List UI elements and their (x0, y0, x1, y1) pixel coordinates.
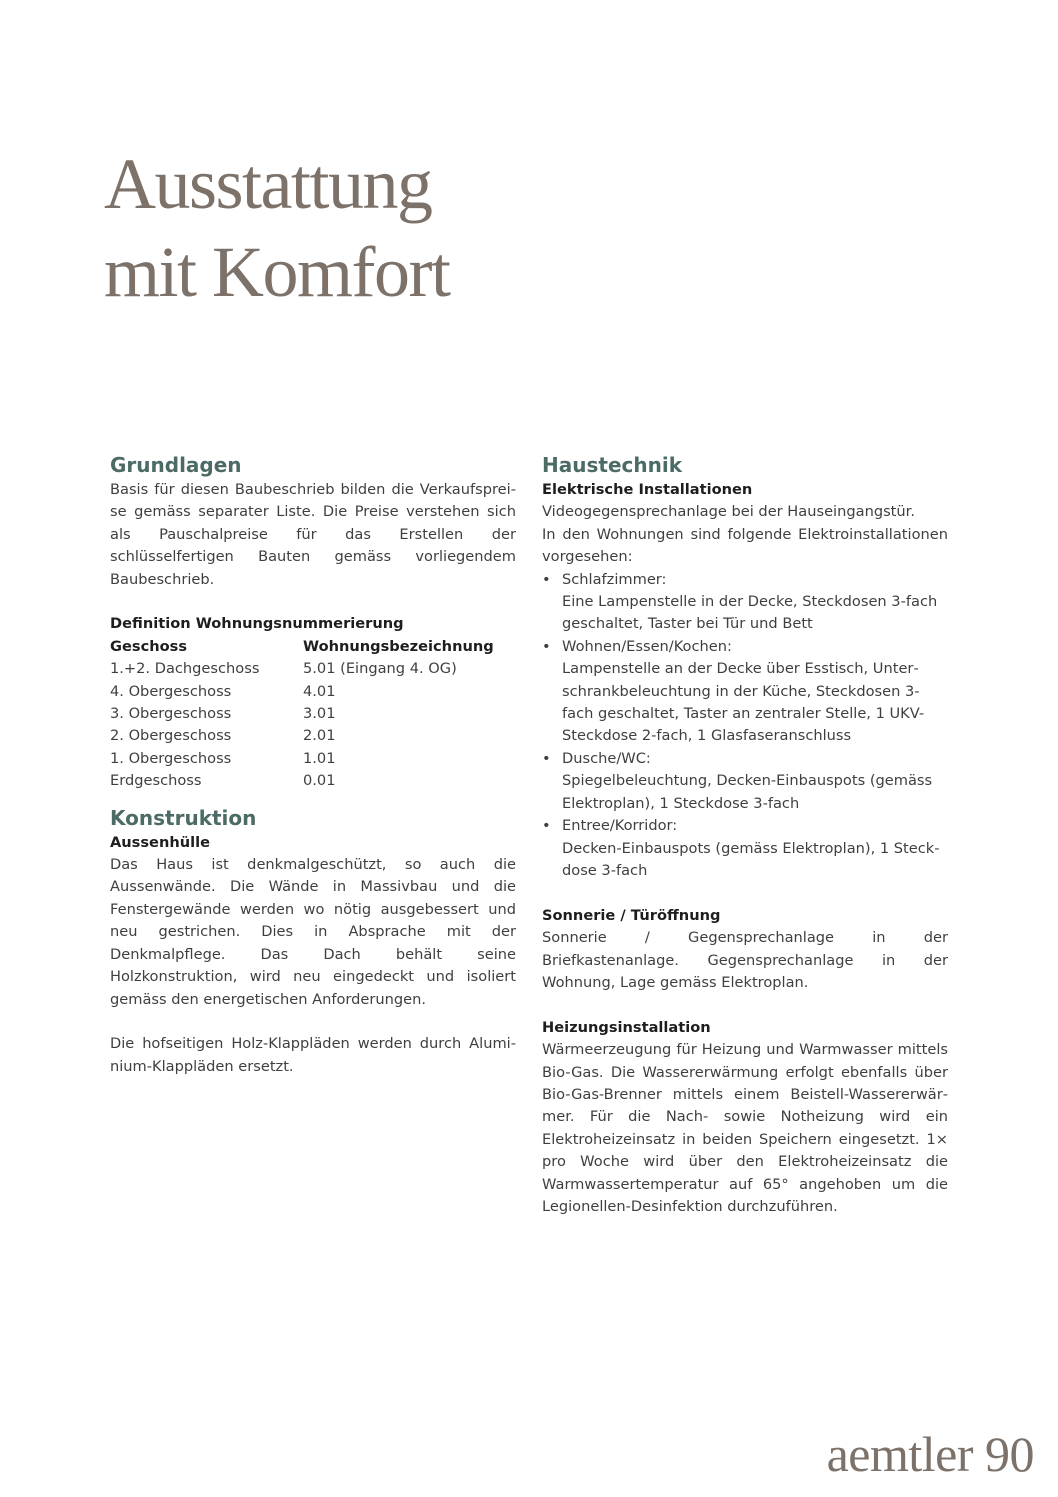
list-item-label: Entree/Korridor: (562, 817, 678, 835)
apartment-number-cell: 1.01 (303, 749, 336, 767)
list-item (542, 569, 948, 636)
elektro-line-1: Videogegensprechanlage bei der Hauseingangstür. (542, 503, 915, 521)
elektro-subheading: Elektrische Installationen (542, 481, 753, 498)
sonnerie-subheading: Sonnerie / Türöffnung (542, 906, 721, 924)
right-column (542, 452, 948, 1218)
elektro-list (542, 569, 948, 883)
page-title-line-1: Ausstattung (104, 144, 432, 224)
list-item-text: Lampenstelle an der Decke über Esstisch, Unterschrankbeleuchtung in der Küche, Steckdosen 3-fach geschaltet, Taster an zentraler Stelle, 1 UKV-Steckdose 2-fach, 1 Glasfaseranschluss (562, 660, 925, 745)
table-row (110, 770, 494, 792)
table-row (110, 725, 494, 747)
list-item-label: Schlafzimmer: (562, 570, 667, 588)
konstruktion-heading: Konstruktion (110, 805, 257, 830)
apartment-number-cell: 2.01 (303, 727, 336, 745)
list-item-label: Wohnen/Essen/Kochen: (562, 637, 732, 655)
konstruktion-paragraph-1: Das Haus ist denkmalgeschützt, so auch die Aussenwände. Die Wände in Massivbau und die Fenstergewände werden wo nötig ausgebessert und neu gestrichen. Dies in Absprache mit der Denkmalpflege. Das Dach behält seine Holzkonstruktion, wird neu eingedeckt und isoliert gemäss den energetischen Anforderungen. (110, 856, 516, 1008)
table-row (110, 748, 494, 770)
list-item-text: Decken-Einbauspots (gemäss Elektroplan), 1 Steckdose 3-fach (562, 839, 940, 879)
floor-cell: 1. Obergeschoss (110, 749, 232, 767)
column-header-geschoss: Geschoss (110, 637, 188, 655)
konstruktion-paragraph-2: Die hofseitigen Holz-Klappläden werden durch Aluminium-Klappläden ersetzt. (110, 1035, 516, 1075)
apartment-number-cell: 4.01 (303, 682, 336, 700)
column-header-wohnungsbezeichnung: Wohnungsbezeichnung (303, 637, 494, 655)
definition-heading: Definition Wohnungsnummerierung (110, 615, 404, 633)
apartment-numbering-table (110, 636, 494, 793)
left-column (110, 452, 516, 1078)
table-header-row (110, 636, 494, 658)
bullet-icon: • (542, 637, 551, 655)
aussenhuelle-subheading: Aussenhülle (110, 833, 211, 851)
heizung-text: Wärmeerzeugung für Heizung und Warmwasser mittels Bio-Gas. Die Wassererwärmung erfolgt ebenfalls über Bio-Gas-Brenner mittels einem Beistell-Wassererwärmer. Für die Nach- sowie Notheizung wird ein Elektroheizeinsatz in beiden Speichern eingesetzt. 1× pro Woche wird über den Elektroheizeinsatz die Warmwassertemperatur auf 65° angehoben um die Legionellen-Desinfektion durchzuführen. (542, 1041, 948, 1215)
table-row (110, 658, 494, 680)
table-row (110, 703, 494, 725)
list-item (542, 636, 948, 748)
apartment-number-cell: 5.01 (Eingang 4. OG) (303, 660, 457, 678)
apartment-number-cell: 0.01 (303, 772, 336, 790)
list-item-text: Spiegelbeleuchtung, Decken-Einbauspots (gemäss Elektroplan), 1 Steckdose 3-fach (562, 772, 933, 812)
section-konstruktion (110, 805, 516, 1078)
floor-cell: 2. Obergeschoss (110, 727, 232, 745)
heizung-subheading: Heizungsinstallation (542, 1018, 711, 1036)
list-item (542, 748, 948, 815)
floor-cell: 4. Obergeschoss (110, 682, 232, 700)
floor-cell: 3. Obergeschoss (110, 705, 232, 723)
table-row (110, 681, 494, 703)
footer-brand: aemtler 90 (826, 1426, 1034, 1482)
sonnerie-text: Sonnerie / Gegensprechanlage in der Briefkastenanlage. Gegensprechanlage in der Wohnung, Lage gemäss Elektroplan. (542, 929, 948, 991)
section-grundlagen (110, 452, 516, 793)
page-title-line-2: mit Komfort (104, 232, 450, 312)
floor-cell: Erdgeschoss (110, 772, 202, 790)
apartment-number-cell: 3.01 (303, 705, 336, 723)
section-haustechnik (542, 452, 948, 1218)
page-title (104, 140, 449, 316)
bullet-icon: • (542, 570, 551, 588)
list-item-label: Dusche/WC: (562, 749, 651, 767)
floor-cell: 1.+2. Dachgeschoss (110, 660, 260, 678)
grundlagen-heading: Grundlagen (110, 453, 242, 477)
haustechnik-heading: Haustechnik (542, 453, 682, 477)
bullet-icon: • (542, 817, 551, 835)
list-item-text: Eine Lampenstelle in der Decke, Steckdosen 3-fach geschaltet, Taster bei Tür und Bett (562, 593, 938, 633)
grundlagen-text: Basis für diesen Baubeschrieb bilden die Verkaufspreise gemäss separater Liste. Die Preise verstehen sich als Pauschalpreise für das Erstellen der schlüsselfertigen Bauten gemäss vorliegendem Baubeschrieb. (110, 481, 516, 588)
elektro-intro: In den Wohnungen sind folgende Elektroinstallationen vorgesehen: (542, 525, 948, 566)
bullet-icon: • (542, 749, 551, 767)
list-item (542, 815, 948, 882)
